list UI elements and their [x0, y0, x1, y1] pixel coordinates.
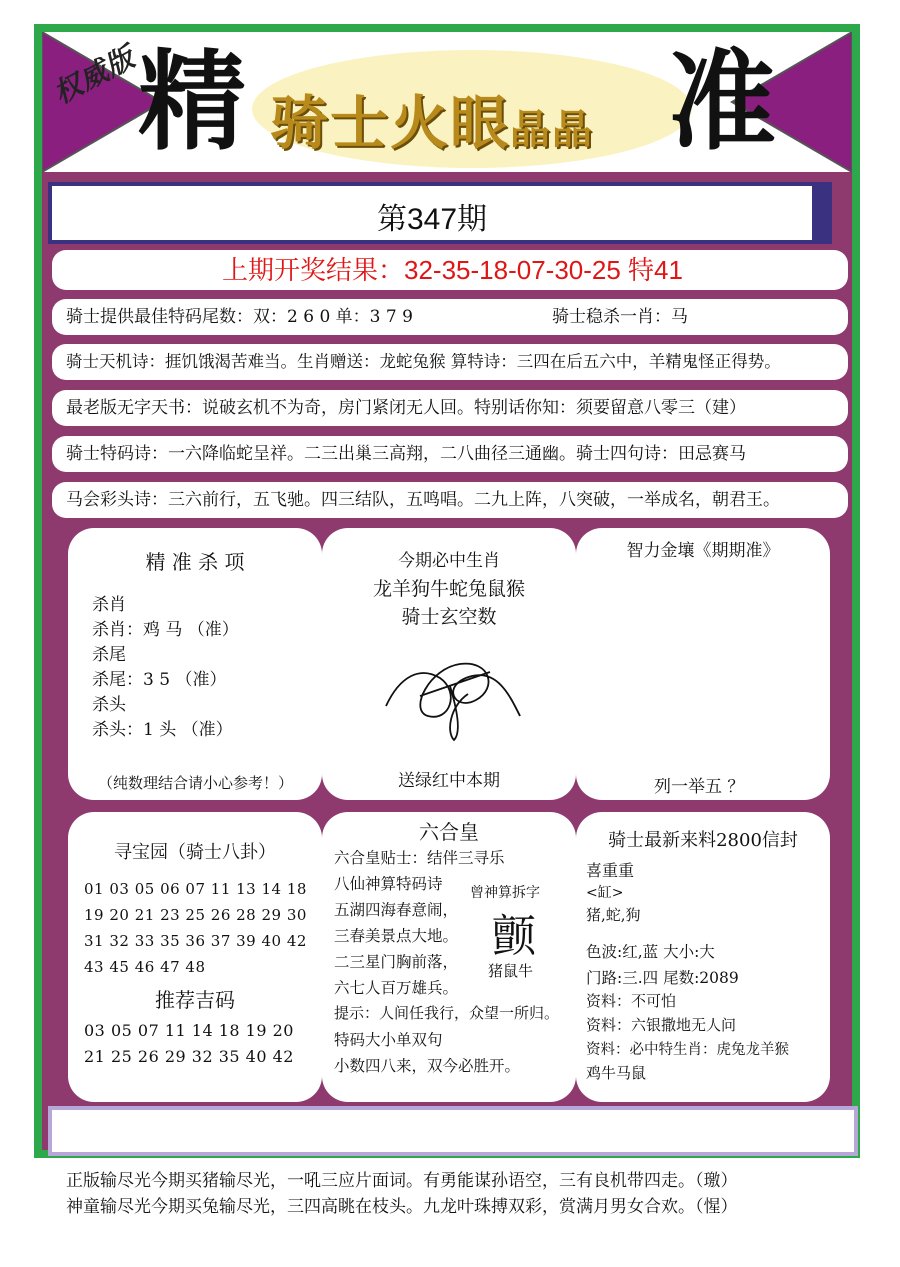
kill-one-text: 骑士稳杀一肖：马	[552, 307, 688, 327]
kill-line: 杀尾	[92, 645, 126, 665]
recommend-title: 推荐吉码	[155, 988, 235, 1012]
brand-small: 晶晶	[510, 106, 595, 153]
zodiac-line-2: 龙羊狗牛蛇兔鼠猴	[372, 578, 525, 600]
issue-box	[48, 182, 832, 244]
char-zodiac: 猪鼠牛	[488, 962, 534, 980]
footer-line-1: 正版输尽光今期买猪输尽光，一吼三应片面词。有勇能谋孙语空，三有良机带四走。（璬）	[66, 1171, 738, 1191]
poster-frame	[34, 24, 860, 1158]
liuhe-card-title: 六合皇	[419, 820, 479, 844]
liuhe-line: 六合皇贴士：结伴三寻乐	[334, 849, 505, 867]
number-row: 21 25 26 29 32 35 40 42	[84, 1047, 294, 1066]
wisdom-card-title: 智力金壤《期期准》	[626, 541, 780, 561]
latest-card	[576, 812, 830, 1102]
kill-line: 杀头	[92, 695, 126, 715]
issue-number: 第347期	[376, 203, 488, 236]
edition-label: 权威版	[48, 40, 141, 111]
latest-card-title: 骑士最新来料2800信封	[608, 830, 798, 851]
oldest-book-row: 最老版无字天书：说破玄机不为奇，房门紧闭无人回。特别话你知：须要留意八零三（建）	[52, 390, 848, 426]
liuhe-line: 特码大小单双句	[334, 1031, 443, 1049]
split-char: 颤	[492, 911, 536, 962]
liuhe-line: 提示：人间任我行，众望一所归。	[334, 1004, 560, 1022]
liuhe-line: 五湖四海春意闹，	[334, 901, 459, 919]
brand-main: 骑士火眼	[270, 89, 511, 157]
number-row: 01 03 05 06 07 11 13 14 18	[84, 880, 307, 898]
last-result-row: 上期开奖结果：32-35-18-07-30-25 特41	[52, 250, 848, 290]
latest-line: 资料：不可怕	[586, 992, 677, 1010]
kill-card	[68, 528, 322, 800]
latest-line: 喜重重	[586, 861, 635, 880]
kill-line: 杀肖：鸡 马 （准）	[92, 620, 239, 640]
treasure-card-title: 寻宝园（骑士八卦）	[114, 842, 276, 863]
treasure-numbers	[84, 876, 307, 980]
bottom-empty-box	[48, 1106, 858, 1156]
latest-line: <缸>	[586, 885, 624, 901]
liuhe-card	[322, 812, 576, 1102]
brand-title	[270, 76, 594, 160]
wisdom-card	[576, 528, 830, 800]
zodiac-footer: 送绿红中本期	[398, 771, 500, 791]
treasure-card	[68, 812, 322, 1102]
latest-line: 鸡牛马鼠	[586, 1064, 647, 1082]
latest-line: 资料：六银撒地无人问	[586, 1016, 737, 1034]
liuhe-line: 六七人百万雄兵。	[334, 979, 459, 997]
poem-zodiac-row: 骑士天机诗：捱饥饿渴苦难当。生肖赠送：龙蛇兔猴 算特诗：三四在后五六中，羊精鬼怪正得势。	[52, 344, 848, 380]
footer-line-2: 神童输尽光今期买兔输尽光，三四高眺在枝头。九龙叶珠搏双彩，赏满月男女合欢。（惺）	[66, 1197, 738, 1217]
kill-line: 杀肖	[92, 595, 126, 615]
number-row: 19 20 21 23 25 26 28 29 30	[84, 906, 307, 924]
left-title-char: 精	[138, 39, 247, 165]
header-banner	[42, 32, 852, 172]
zodiac-card	[322, 528, 576, 800]
recommend-numbers	[84, 1018, 294, 1070]
liuhe-line: 二三星门胸前落，	[334, 953, 459, 971]
zodiac-line-1: 今期必中生肖	[398, 551, 500, 571]
char-label: 曾神算拆字	[470, 885, 540, 901]
right-title-char: 准	[668, 39, 777, 165]
kill-card-title: 精 准 杀 项	[145, 550, 245, 574]
latest-line: 色波:红,蓝 大小:大	[586, 943, 715, 961]
wisdom-footer: 列一举五 ？	[654, 777, 745, 797]
liuhe-line: 八仙神算特码诗	[334, 875, 443, 893]
kill-line: 杀头：1 头 （准）	[92, 720, 233, 740]
tail-numbers-row	[52, 299, 848, 335]
horse-poem-row: 马会彩头诗：三六前行，五飞驰。四三结队，五鸣唱。二九上阵，八突破，一举成名，朝君王。	[52, 482, 848, 518]
poster-panel	[42, 32, 852, 1150]
kill-card-note: （纯数理结合请小心参考！）	[98, 774, 294, 792]
liuhe-line: 小数四八来，双今必胜开。	[334, 1057, 521, 1075]
signature-scribble	[380, 636, 530, 746]
number-row: 43 45 46 47 48	[84, 958, 206, 976]
number-row: 03 05 07 11 14 18 19 20	[84, 1021, 294, 1040]
latest-line: 门路:三.四 尾数:2089	[586, 969, 739, 987]
tail-numbers-text: 骑士提供最佳特码尾数：双：2 6 0 单：3 7 9	[66, 307, 413, 327]
kill-line: 杀尾：3 5 （准）	[92, 670, 227, 690]
special-poem-row: 骑士特码诗：一六降临蛇呈祥。二三出巢三高翔，二八曲径三通幽。骑士四句诗：田忌赛马	[52, 436, 848, 472]
latest-line: 资料：必中特生肖：虎兔龙羊猴	[586, 1042, 789, 1058]
zodiac-line-3: 骑士玄空数	[401, 606, 497, 628]
latest-line: 猪,蛇,狗	[586, 906, 641, 924]
number-row: 31 32 33 35 36 37 39 40 42	[84, 932, 307, 950]
liuhe-line: 三春美景点大地。	[334, 927, 459, 945]
